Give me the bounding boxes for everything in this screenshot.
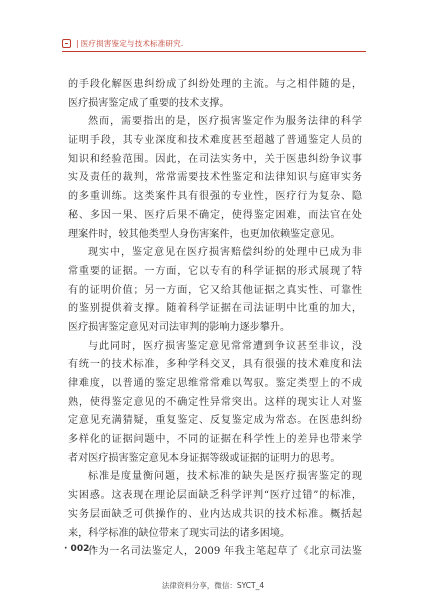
text-line: 与此同时，医疗损害鉴定意见常常遭到争议甚至非议，没: [88, 340, 362, 352]
text-line: 多样化的证据问题中，不同的证据在科学性上的差异也带来学: [68, 434, 362, 446]
text-line: 然而，需要指出的是，医疗损害鉴定作为服务法律的科学: [88, 116, 362, 128]
text-line: 现实中，鉴定意见在医疗损害赔偿纠纷的处理中已成为非: [88, 247, 362, 259]
text-line: 常重要的证据。一方面，它以专有的科学证据的形式展现了特: [68, 265, 362, 277]
text-line: 有统一的技术标准，多种学科交叉，具有很强的技术难度和法: [68, 359, 362, 371]
text-line: 的多重训练。这类案件具有很强的专业性，医疗行为复杂、隐: [68, 191, 362, 203]
text-line: 者对医疗损害鉴定意见本身证据等级或证据的证明力的思考。: [68, 452, 341, 464]
page-number: · 002 ·: [64, 544, 96, 554]
header-divider: [62, 51, 366, 52]
running-header: [62, 38, 183, 49]
header-suffix: .: [180, 39, 184, 48]
text-line: 有的证明价值；另一方面，它又给其他证据之真实性、可靠性: [68, 284, 362, 296]
text-line: 标准是度量衡问题，技术标准的缺失是医疗损害鉴定的现: [88, 471, 362, 483]
text-line: 律难度，以普通的鉴定思维常常难以驾驭。鉴定类型上的不成: [68, 378, 362, 389]
text-line: 作为一名司法鉴定人，2009 年我主笔起草了《北京司法鉴: [88, 546, 362, 558]
text-line: 医疗损害鉴定意见对司法审判的影响力逐步攀升。: [68, 321, 291, 333]
header-pen-icon: [62, 39, 71, 48]
header-title: 医疗损害鉴定与技术标准研究: [80, 39, 181, 48]
text-line: 实及责任的裁判，常常需要技术性鉴定和法律知识与庭审实务: [68, 172, 362, 184]
header-separator: |: [76, 39, 79, 48]
text-line: 实困惑。这表现在理论层面缺乏科学评判“医疗过错”的标准，: [68, 490, 362, 502]
text-line: 熟，使得鉴定意见的不确定性异常突出。这样的现实让人对鉴: [68, 396, 362, 408]
text-line: 来，科学标准的缺位带来了现实司法的诸多困境。: [68, 527, 291, 539]
watermark-footer: 法律资料分享，微信：SYCT_4: [161, 581, 265, 590]
text-line: 知识和经验范围。因此，在司法实务中，关于医患纠纷争议事: [68, 153, 362, 165]
text-line: 证明手段，其专业深度和技术难度甚至超越了普通鉴定人员的: [68, 135, 362, 147]
text-line: 定意见充满猜疑，重复鉴定、反复鉴定成为常态。在医患纠纷: [68, 415, 362, 427]
text-line: 的鉴别提供着支撑。随着科学证据在司法证明中比重的加大，: [68, 303, 362, 315]
text-line: 秘、多因一果、医疗后果不确定，使得鉴定困难，而法官在处: [68, 209, 362, 221]
text-line: 理案件时，较其他类型人身伤害案件，也更加依赖鉴定意见。: [68, 228, 341, 240]
text-line: 实务层面缺乏可供操作的、业内达成共识的技术标准。概括起: [68, 508, 362, 520]
text-line: 医疗损害鉴定成了重要的技术支撑。: [68, 97, 230, 109]
body-text: [68, 76, 362, 562]
text-line: 的手段化解医患纠纷成了纠纷处理的主流。与之相伴随的是，: [68, 79, 362, 90]
